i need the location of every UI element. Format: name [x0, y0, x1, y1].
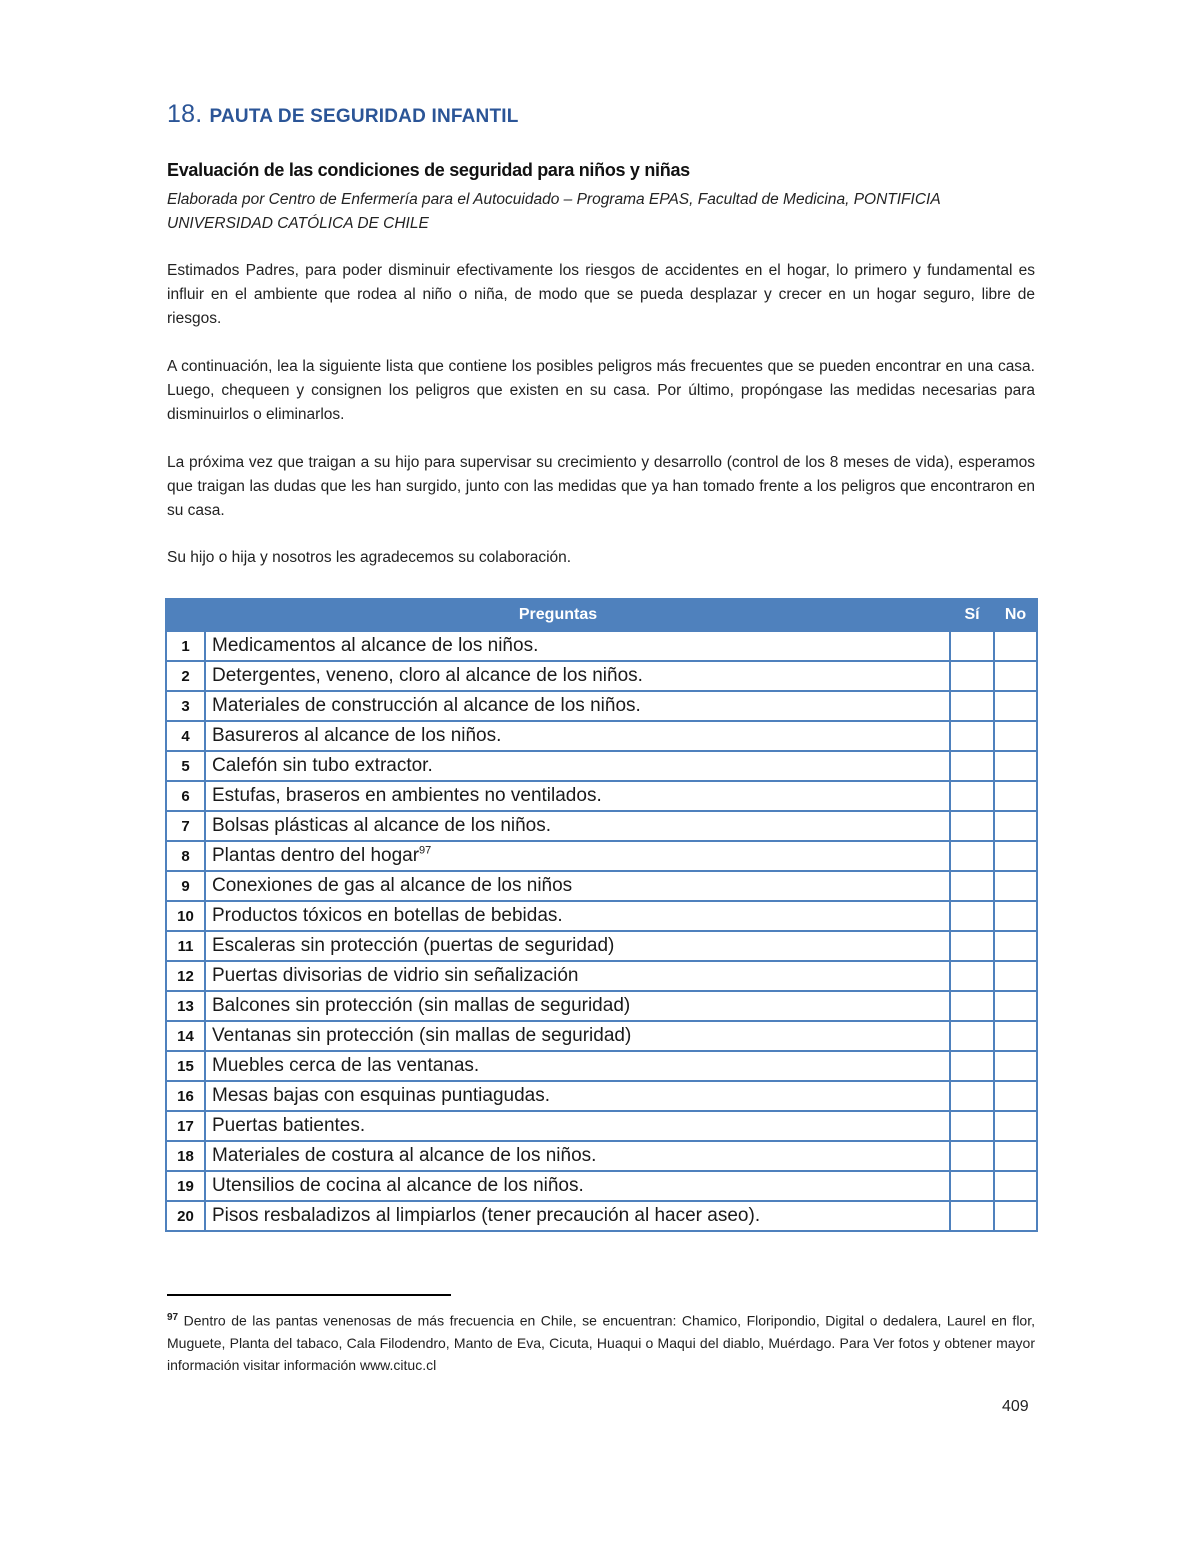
question-text: Ventanas sin protección (sin mallas de seguridad)	[212, 1025, 632, 1046]
question-text: Mesas bajas con esquinas puntiagudas.	[212, 1085, 551, 1106]
question-text: Detergentes, veneno, cloro al alcance de los niños.	[212, 665, 643, 686]
yes-checkbox-cell[interactable]	[950, 691, 994, 721]
question-text: Productos tóxicos en botellas de bebidas.	[212, 905, 563, 926]
header-questions: Preguntas	[166, 599, 950, 631]
table-row	[166, 871, 1037, 901]
question-text: Medicamentos al alcance de los niños.	[212, 635, 539, 656]
question-cell	[205, 811, 950, 841]
no-checkbox-cell[interactable]	[994, 841, 1037, 871]
row-number: 1	[166, 631, 205, 661]
table-row	[166, 991, 1037, 1021]
yes-checkbox-cell[interactable]	[950, 991, 994, 1021]
footnote-separator	[167, 1294, 451, 1296]
question-cell	[205, 721, 950, 751]
table-row	[166, 1021, 1037, 1051]
row-number: 5	[166, 751, 205, 781]
row-number: 11	[166, 931, 205, 961]
yes-checkbox-cell[interactable]	[950, 811, 994, 841]
table-row	[166, 721, 1037, 751]
section-number: 18.	[167, 100, 203, 128]
yes-checkbox-cell[interactable]	[950, 841, 994, 871]
no-checkbox-cell[interactable]	[994, 661, 1037, 691]
table-row	[166, 1171, 1037, 1201]
no-checkbox-cell[interactable]	[994, 1201, 1037, 1231]
question-text: Escaleras sin protección (puertas de seguridad)	[212, 935, 615, 956]
question-cell	[205, 991, 950, 1021]
table-row	[166, 1201, 1037, 1231]
yes-checkbox-cell[interactable]	[950, 901, 994, 931]
question-cell	[205, 1081, 950, 1111]
page-number: 409	[1002, 1398, 1029, 1415]
no-checkbox-cell[interactable]	[994, 961, 1037, 991]
yes-checkbox-cell[interactable]	[950, 721, 994, 751]
yes-checkbox-cell[interactable]	[950, 661, 994, 691]
question-text: Estufas, braseros en ambientes no ventilados.	[212, 785, 602, 806]
no-checkbox-cell[interactable]	[994, 1111, 1037, 1141]
safety-checklist-table	[165, 598, 1038, 1232]
question-text: Muebles cerca de las ventanas.	[212, 1055, 480, 1076]
no-checkbox-cell[interactable]	[994, 631, 1037, 661]
table-row	[166, 1111, 1037, 1141]
no-checkbox-cell[interactable]	[994, 751, 1037, 781]
question-cell	[205, 1021, 950, 1051]
table-row	[166, 1081, 1037, 1111]
yes-checkbox-cell[interactable]	[950, 931, 994, 961]
row-number: 16	[166, 1081, 205, 1111]
subtitle: Evaluación de las condiciones de seguridad para niños y niñas	[167, 160, 690, 180]
yes-checkbox-cell[interactable]	[950, 631, 994, 661]
question-cell	[205, 1111, 950, 1141]
table-row	[166, 961, 1037, 991]
table-row	[166, 1141, 1037, 1171]
question-text: Materiales de costura al alcance de los niños.	[212, 1145, 597, 1166]
yes-checkbox-cell[interactable]	[950, 781, 994, 811]
footnote-marker: 97	[167, 1312, 179, 1323]
row-number: 6	[166, 781, 205, 811]
row-number: 17	[166, 1111, 205, 1141]
footnote-reference: 97	[419, 844, 432, 857]
question-text: Plantas dentro del hogar	[212, 845, 420, 866]
no-checkbox-cell[interactable]	[994, 991, 1037, 1021]
row-number: 8	[166, 841, 205, 871]
table-row	[166, 841, 1037, 871]
row-number: 14	[166, 1021, 205, 1051]
no-checkbox-cell[interactable]	[994, 871, 1037, 901]
yes-checkbox-cell[interactable]	[950, 1081, 994, 1111]
table-row	[166, 1051, 1037, 1081]
question-text: Materiales de construcción al alcance de los niños.	[212, 695, 641, 716]
table-row	[166, 661, 1037, 691]
question-text: Balcones sin protección (sin mallas de seguridad)	[212, 995, 631, 1016]
question-cell	[205, 841, 950, 871]
table-body	[166, 631, 1037, 1231]
no-checkbox-cell[interactable]	[994, 1051, 1037, 1081]
row-number: 18	[166, 1141, 205, 1171]
question-cell	[205, 901, 950, 931]
row-number: 7	[166, 811, 205, 841]
question-cell	[205, 1171, 950, 1201]
question-cell	[205, 1051, 950, 1081]
row-number: 20	[166, 1201, 205, 1231]
section-heading	[167, 100, 519, 129]
question-cell	[205, 781, 950, 811]
question-text: Puertas divisorias de vidrio sin señalización	[212, 965, 579, 986]
question-cell	[205, 1201, 950, 1231]
table-row	[166, 751, 1037, 781]
intro-paragraph-3: La próxima vez que traigan a su hijo para supervisar su crecimiento y desarrollo (control de los 8 meses de vida), esperamos que traigan las dudas que les han surgido, junto con las medidas que ya han tomado frente a los peligros que encontraron en su casa.	[167, 454, 1035, 519]
yes-checkbox-cell[interactable]	[950, 1141, 994, 1171]
no-checkbox-cell[interactable]	[994, 931, 1037, 961]
question-cell	[205, 961, 950, 991]
byline: Elaborada por Centro de Enfermería para el Autocuidado – Programa EPAS, Facultad de Medicina, PONTIFICIA UNIVERSIDAD CATÓLICA DE CHILE	[167, 191, 941, 232]
question-text: Utensilios de cocina al alcance de los niños.	[212, 1175, 584, 1196]
question-cell	[205, 871, 950, 901]
question-cell	[205, 751, 950, 781]
question-text: Conexiones de gas al alcance de los niños	[212, 875, 573, 896]
no-checkbox-cell[interactable]	[994, 1171, 1037, 1201]
yes-checkbox-cell[interactable]	[950, 961, 994, 991]
table-header-row	[166, 599, 1037, 631]
yes-checkbox-cell[interactable]	[950, 1201, 994, 1231]
table-row	[166, 931, 1037, 961]
no-checkbox-cell[interactable]	[994, 811, 1037, 841]
row-number: 4	[166, 721, 205, 751]
footnote	[167, 1307, 1035, 1376]
no-checkbox-cell[interactable]	[994, 1081, 1037, 1111]
row-number: 3	[166, 691, 205, 721]
footnote-text: Dentro de las pantas venenosas de más frecuencia en Chile, se encuentran: Chamico, Floripondio, Digital o dedalera, Laurel en flor, Muguete, Planta del tabaco, Cala Filodendro, Manto de Eva, Cicuta, Huaqui o Maqui del diablo, Muérdago. Para Ver fotos y obtener mayor información visitar información www.cituc.cl	[167, 1312, 1035, 1373]
intro-paragraph-2: A continuación, lea la siguiente lista que contiene los posibles peligros más frecuentes que se pueden encontrar en una casa. Luego, chequeen y consignen los peligros que existen en su casa. Por último, propóngase las medidas necesarias para disminuirlos o eliminarlos.	[167, 358, 1035, 423]
no-checkbox-cell[interactable]	[994, 781, 1037, 811]
row-number: 12	[166, 961, 205, 991]
question-text: Pisos resbaladizos al limpiarlos (tener precaución al hacer aseo).	[212, 1205, 761, 1226]
intro-paragraph-4: Su hijo o hija y nosotros les agradecemos su colaboración.	[167, 549, 572, 566]
question-cell	[205, 1141, 950, 1171]
row-number: 10	[166, 901, 205, 931]
question-cell	[205, 691, 950, 721]
question-text: Calefón sin tubo extractor.	[212, 755, 433, 776]
header-no: No	[994, 599, 1037, 631]
table-row	[166, 811, 1037, 841]
no-checkbox-cell[interactable]	[994, 691, 1037, 721]
no-checkbox-cell[interactable]	[994, 1021, 1037, 1051]
yes-checkbox-cell[interactable]	[950, 871, 994, 901]
row-number: 9	[166, 871, 205, 901]
table-row	[166, 901, 1037, 931]
row-number: 13	[166, 991, 205, 1021]
header-yes: Sí	[950, 599, 994, 631]
row-number: 15	[166, 1051, 205, 1081]
question-text: Bolsas plásticas al alcance de los niños.	[212, 815, 552, 836]
table-row	[166, 691, 1037, 721]
question-text: Puertas batientes.	[212, 1115, 366, 1136]
question-cell	[205, 931, 950, 961]
row-number: 2	[166, 661, 205, 691]
no-checkbox-cell[interactable]	[994, 1141, 1037, 1171]
question-cell	[205, 631, 950, 661]
yes-checkbox-cell[interactable]	[950, 1111, 994, 1141]
yes-checkbox-cell[interactable]	[950, 1171, 994, 1201]
question-text: Basureros al alcance de los niños.	[212, 725, 502, 746]
no-checkbox-cell[interactable]	[994, 721, 1037, 751]
no-checkbox-cell[interactable]	[994, 901, 1037, 931]
yes-checkbox-cell[interactable]	[950, 1051, 994, 1081]
section-title: PAUTA DE SEGURIDAD INFANTIL	[209, 106, 519, 127]
intro-paragraph-1: Estimados Padres, para poder disminuir efectivamente los riesgos de accidentes en el hogar, lo primero y fundamental es influir en el ambiente que rodea al niño o niña, de modo que se pueda desplazar y crecer en un hogar seguro, libre de riesgos.	[167, 262, 1035, 327]
yes-checkbox-cell[interactable]	[950, 751, 994, 781]
question-cell	[205, 661, 950, 691]
row-number: 19	[166, 1171, 205, 1201]
table-row	[166, 631, 1037, 661]
table-row	[166, 781, 1037, 811]
yes-checkbox-cell[interactable]	[950, 1021, 994, 1051]
